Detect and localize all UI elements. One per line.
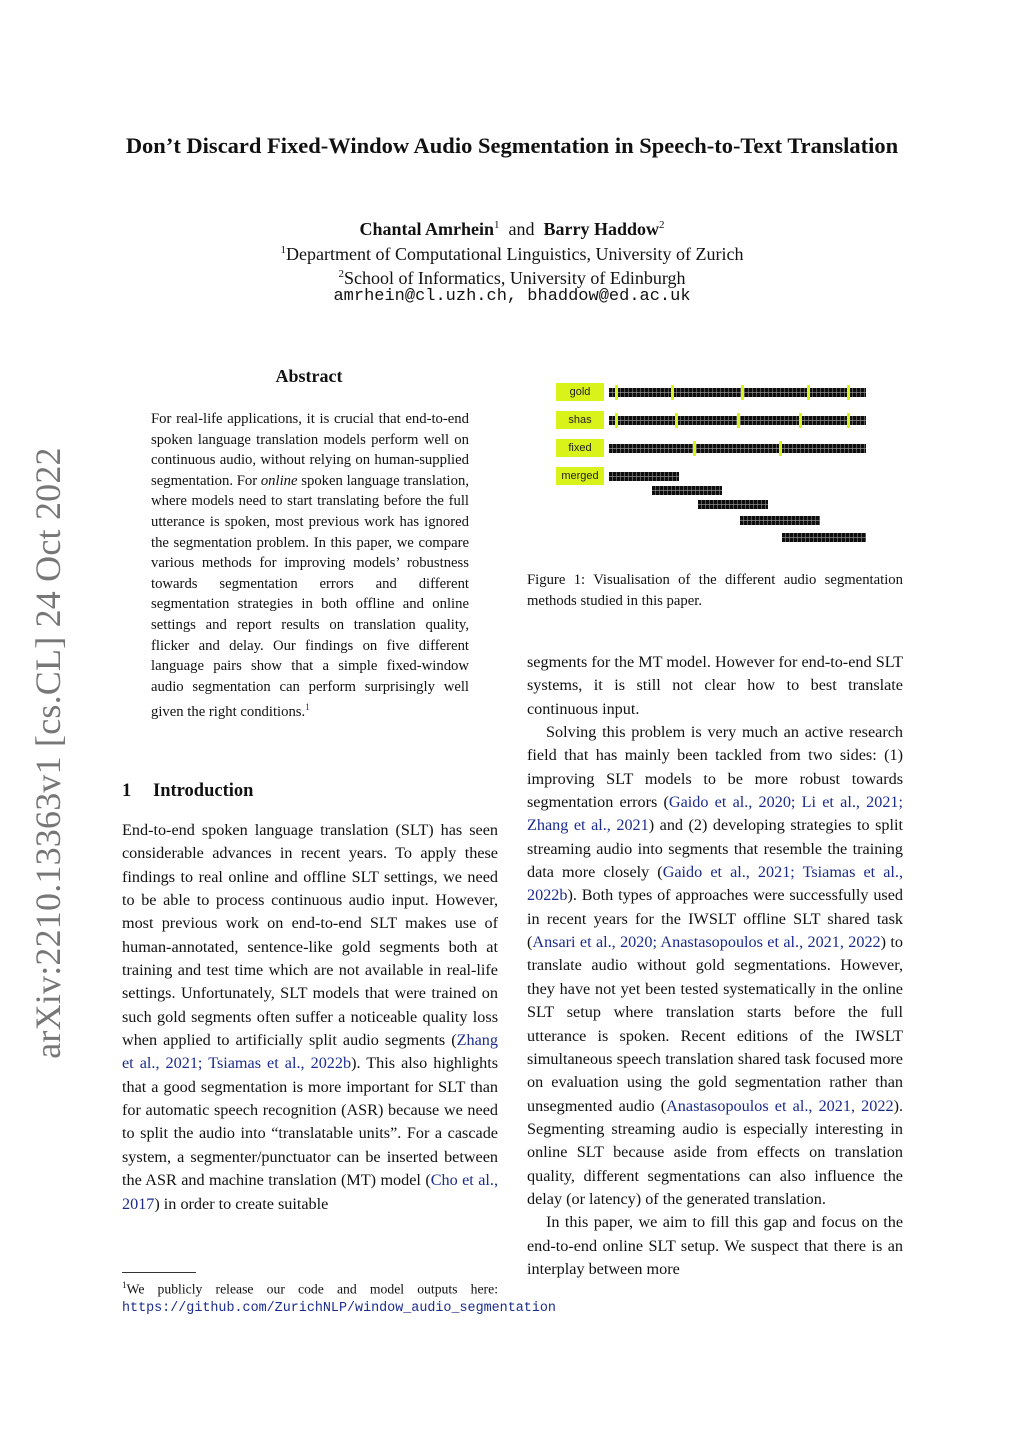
citation-link[interactable]: Ansari et al., 2020; Anastasopoulos et al., 2021, 2022 bbox=[532, 933, 881, 952]
author-1: Chantal Amrhein bbox=[359, 219, 494, 239]
author-2-mark: 2 bbox=[659, 219, 665, 231]
waveform-fixed bbox=[609, 444, 866, 453]
citation-link[interactable]: Gaido et al., 2020; Li et al., 2021; Zhang et al., 2021 bbox=[527, 793, 904, 835]
arxiv-stamp bbox=[24, 445, 72, 1060]
intro-right-text-run: ). Segmenting streaming audio is especially interesting in online SLT because aside from effects on translation quality, different segmentations can also influence the delay (or latency) of the generated translation. bbox=[527, 1096, 903, 1208]
arxiv-stamp-text: arXiv:2210.13363v1 [cs.CL] 24 Oct 2022 bbox=[28, 446, 69, 1059]
abstract-body bbox=[151, 409, 469, 723]
section-heading bbox=[122, 781, 253, 802]
intro-right-paragraph-1: segments for the MT model. However for end-to-end SLT systems, it is still not clear how to best translate continuous input. bbox=[527, 653, 903, 718]
affiliation-2 bbox=[100, 262, 924, 290]
footnote bbox=[122, 1277, 556, 1318]
paper-title: Don’t Discard Fixed-Window Audio Segmentation in Speech-to-Text Translation bbox=[125, 133, 899, 158]
waveform-merged-segment bbox=[782, 533, 866, 542]
intro-right-text-run: ) to translate audio without gold segmentations. However, they have not yet been tested systematically in the online SLT setup where translation starts before the full utterance is spoken. Recent editions of the IWSLT simultaneous speech translation shared task focused more on evaluation using the gold segmentation rather than unsegmented audio ( bbox=[527, 933, 903, 1115]
segment-boundary-marker bbox=[799, 413, 802, 428]
intro-right-column bbox=[527, 651, 903, 1281]
affiliation-2-text: School of Informatics, University of Edinburgh bbox=[343, 268, 686, 288]
abstract-footnote-link[interactable]: 1 bbox=[305, 702, 310, 713]
affiliation-1-mark: 1 bbox=[280, 244, 287, 256]
footnote-mark: 1 bbox=[122, 1280, 127, 1290]
segment-boundary-marker bbox=[615, 385, 618, 400]
figure-label-shas: shas bbox=[556, 411, 604, 429]
author-2: Barry Haddow bbox=[543, 219, 660, 239]
intro-left-text-run: ) in order to create suitable bbox=[154, 1194, 329, 1213]
author-line bbox=[100, 213, 924, 241]
waveform-merged-segment bbox=[652, 486, 722, 495]
segment-boundary-marker bbox=[671, 385, 674, 400]
segment-boundary-marker bbox=[779, 441, 782, 456]
figure-label-fixed: fixed bbox=[556, 439, 604, 457]
figure-label-gold: gold bbox=[556, 383, 604, 401]
segment-boundary-marker bbox=[847, 385, 850, 400]
figure-1 bbox=[527, 378, 903, 558]
intro-right-text-run: Solving this problem is very much an active research field that has mainly been tackled from two sides: (1) improving SLT models to be more robust towards segmentation errors ( bbox=[527, 723, 903, 812]
intro-right-paragraph-3: In this paper, we aim to fill this gap and focus on the end-to-end online SLT setup. We suspect that there is an interplay between more bbox=[527, 1213, 903, 1278]
figure-label-merged: merged bbox=[556, 467, 604, 485]
intro-left-text-run: ). This also highlights that a good segmentation is more important for SLT than for automatic speech recognition (ASR) because we need to split the audio into “translatable units”. For a cascade system, a segmenter/punctuator can be inserted between the ASR and machine translation (MT) model ( bbox=[122, 1054, 499, 1190]
author-joiner: and bbox=[508, 219, 535, 239]
segment-boundary-marker bbox=[847, 413, 850, 428]
segment-boundary-marker bbox=[741, 385, 744, 400]
segment-boundary-marker bbox=[693, 441, 696, 456]
section-number: 1 bbox=[122, 781, 132, 801]
intro-left-column bbox=[122, 819, 498, 1216]
affiliation-2-mark: 2 bbox=[338, 268, 344, 280]
abstract-text-b: spoken language translation, where models need to start translating before the full utterance is spoken, most previous work has ignored the segmentation problem. In this paper, we compare various methods for improving models’ robustness towards segmentation errors and different segmentation strategies in both offline and online settings and report results on translation quality, flicker and delay. Our findings on five different language pairs show that a simple fixed-window audio segmentation can perform surprisingly well given the right conditions. bbox=[151, 472, 469, 721]
footnote-text: We publicly release our code and model outputs here: bbox=[126, 1281, 498, 1297]
abstract-heading: Abstract bbox=[275, 366, 343, 386]
section-title: Introduction bbox=[153, 781, 254, 801]
segment-boundary-marker bbox=[737, 413, 740, 428]
figure-caption: Figure 1: Visualisation of the different audio segmentation methods studied in this paper. bbox=[527, 572, 903, 609]
citation-link[interactable]: Gaido et al., 2021; Tsiamas et al., 2022b bbox=[527, 863, 903, 905]
footnote-rule bbox=[122, 1272, 196, 1273]
citation-link[interactable]: Anastasopoulos et al., 2021, 2022 bbox=[666, 1096, 894, 1115]
intro-right-paragraph-2 bbox=[527, 721, 903, 1211]
waveform-merged-segment bbox=[740, 516, 820, 525]
abstract-text-a: For real-life applications, it is crucial that end-to-end spoken language translation models perform well on continuous audio, without relying on human-supplied segmentation. For bbox=[151, 411, 469, 489]
segment-boundary-marker bbox=[615, 413, 618, 428]
segment-boundary-marker bbox=[675, 413, 678, 428]
affiliation-1-text: Department of Computational Linguistics, University of Zurich bbox=[286, 244, 744, 264]
intro-right-text-run: ). Both types of approaches were successfully used in recent years for the IWSLT offline SLT shared task ( bbox=[527, 886, 903, 952]
citation-link[interactable]: Cho et al., 2017 bbox=[122, 1171, 498, 1213]
author-1-mark: 1 bbox=[494, 219, 500, 231]
author-emails: amrhein@cl.uzh.ch, bhaddow@ed.ac.uk bbox=[333, 287, 691, 306]
abstract-text-emphasis: online bbox=[260, 472, 298, 489]
intro-left-paragraph bbox=[122, 819, 498, 1216]
waveform-gold bbox=[609, 388, 866, 397]
intro-right-text-run: ) and (2) developing strategies to split streaming audio into segments that resemble the training data more closely ( bbox=[527, 816, 903, 882]
footnote-url-link[interactable]: https://github.com/ZurichNLP/window_audio_segmentation bbox=[122, 1301, 556, 1317]
citation-link[interactable]: Zhang et al., 2021; Tsiamas et al., 2022b bbox=[122, 1031, 498, 1073]
waveform-merged-segment bbox=[609, 472, 679, 481]
intro-left-text-run: End-to-end spoken language translation (SLT) has seen considerable advances in recent years. To apply these findings to real online and offline SLT settings, we need to be able to process continuous audio input. However, most previous work on end-to-end SLT makes use of human-annotated, sentence-like gold segments both at training and test time which are not available in real-life settings. Unfortunately, SLT models that were trained on such gold segments often suffer a noticeable quality loss when applied to artificially split audio segments ( bbox=[122, 821, 498, 1050]
waveform-merged-segment bbox=[698, 500, 768, 509]
segment-boundary-marker bbox=[807, 385, 810, 400]
